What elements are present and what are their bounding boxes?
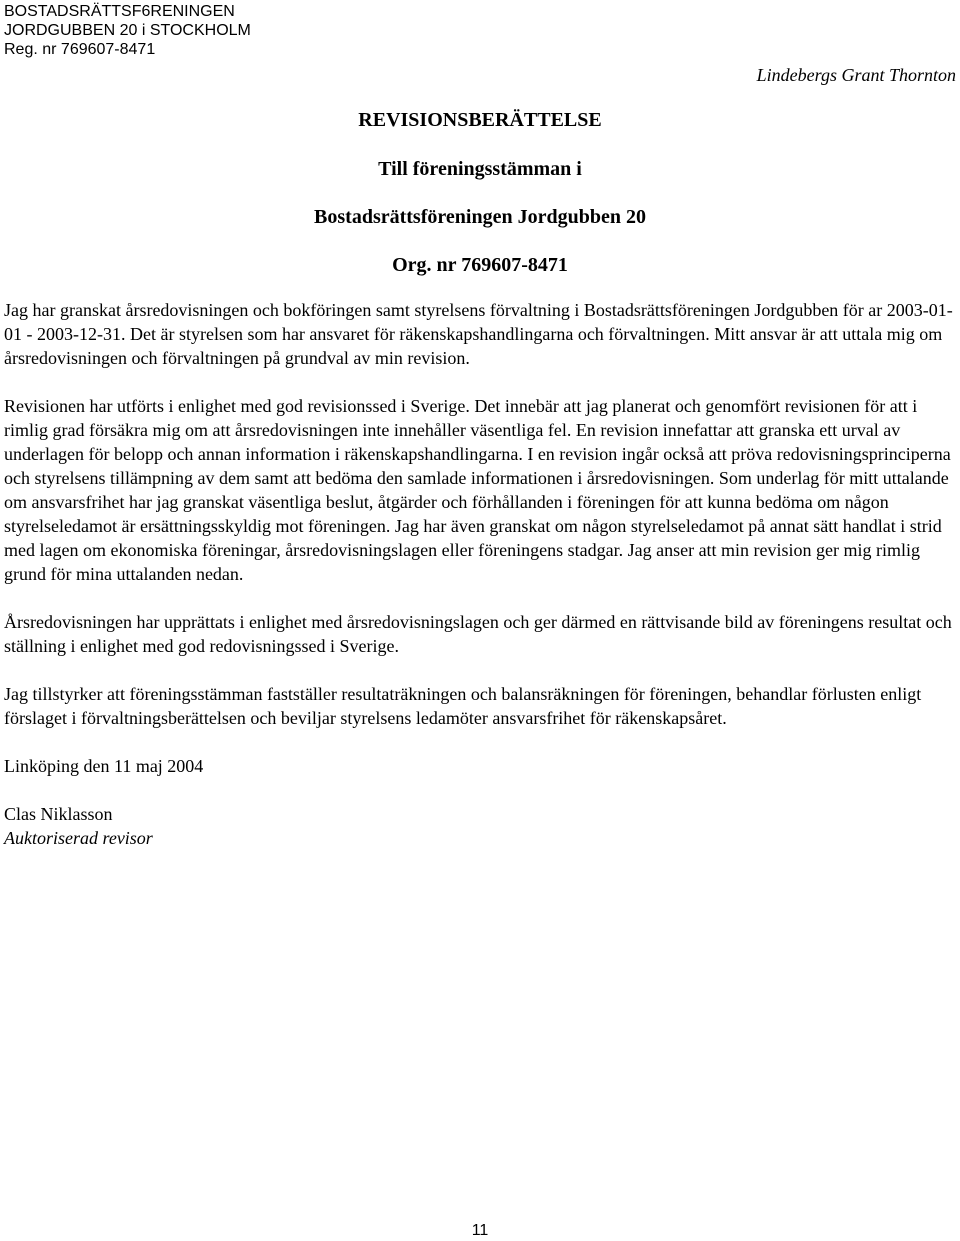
letterhead-left [4,2,251,59]
report-association: Bostadsrättsföreningen Jordgubben 20 [314,206,646,228]
association-location: JORDGUBBEN 20 i STOCKHOLM [4,22,251,39]
paragraph-scope: Jag har granskat årsredovisningen och bokföringen samt styrelsens förvaltning i Bostadsrättsföreningen Jordgubben för ar 2003-01-01 - 2003-12-31. Det är styrelsen som har ansvaret för räkenskapshandlingarna och förvaltningen. Mitt ansvar är att uttala mig om årsredovisningen och förvaltningen på grundval av min revision. [4,300,953,368]
place-date: Linköping den 11 maj 2004 [4,756,204,776]
registration-number: Reg. nr 769607-8471 [4,41,156,58]
page-number: 11 [471,1222,489,1239]
signer-name: Clas Niklasson [4,804,113,824]
report-heading: REVISIONSBERÄTTELSE [358,109,602,131]
report-body [4,298,956,850]
signer-title: Auktoriserad revisor [4,828,153,848]
report-recipient: Till föreningsstämman i [378,158,582,180]
association-name: BOSTADSRÄTTSF6RENINGEN [4,3,235,20]
paragraph-method: Revisionen har utförts i enlighet med god revisionssed i Sverige. Det innebär att jag planerat och genomfört revisionen för att i rimlig grad försäkra mig om att årsredovisningen inte innehåller väsentliga fel. En revision innefattar att granska ett urval av underlagen för belopp och annan information i räkenskapshandlingarna. I en revision ingår också att pröva redovisningsprinciperna och styrelsens tillämpning av dem samt att bedöma den samlade informationen i årsredovisningen. Som underlag för mitt uttalande om ansvarsfrihet har jag granskat väsentliga beslut, åtgärder och förhållanden i föreningen för att kunna bedöma om någon styrelseledamot är ersättningsskyldig mot föreningen. Jag har även granskat om någon styrelseledamot på annat sätt handlat i strid med lagen om ekonomiska föreningar, årsredovisningslagen eller föreningens stadgar. Jag anser att min revision ger mig rimlig grund för mina uttalanden nedan. [4,396,951,584]
paragraph-opinion: Årsredovisningen har upprättats i enlighet med årsredovisningslagen och ger därmed en rättvisande bild av föreningens resultat och ställning i enlighet med god redovisningssed i Sverige. [4,612,952,656]
paragraph-recommendation: Jag tillstyrker att föreningsstämman fastställer resultaträkningen och balansräkningen för föreningen, behandlar förlusten enligt förslaget i förvaltningsberättelsen och beviljar styrelsens ledamöter ansvarsfrihet för räkenskapsåret. [4,684,922,728]
auditor-firm: Lindebergs Grant Thornton [756,65,956,85]
report-org-number: Org. nr 769607-8471 [392,254,568,276]
